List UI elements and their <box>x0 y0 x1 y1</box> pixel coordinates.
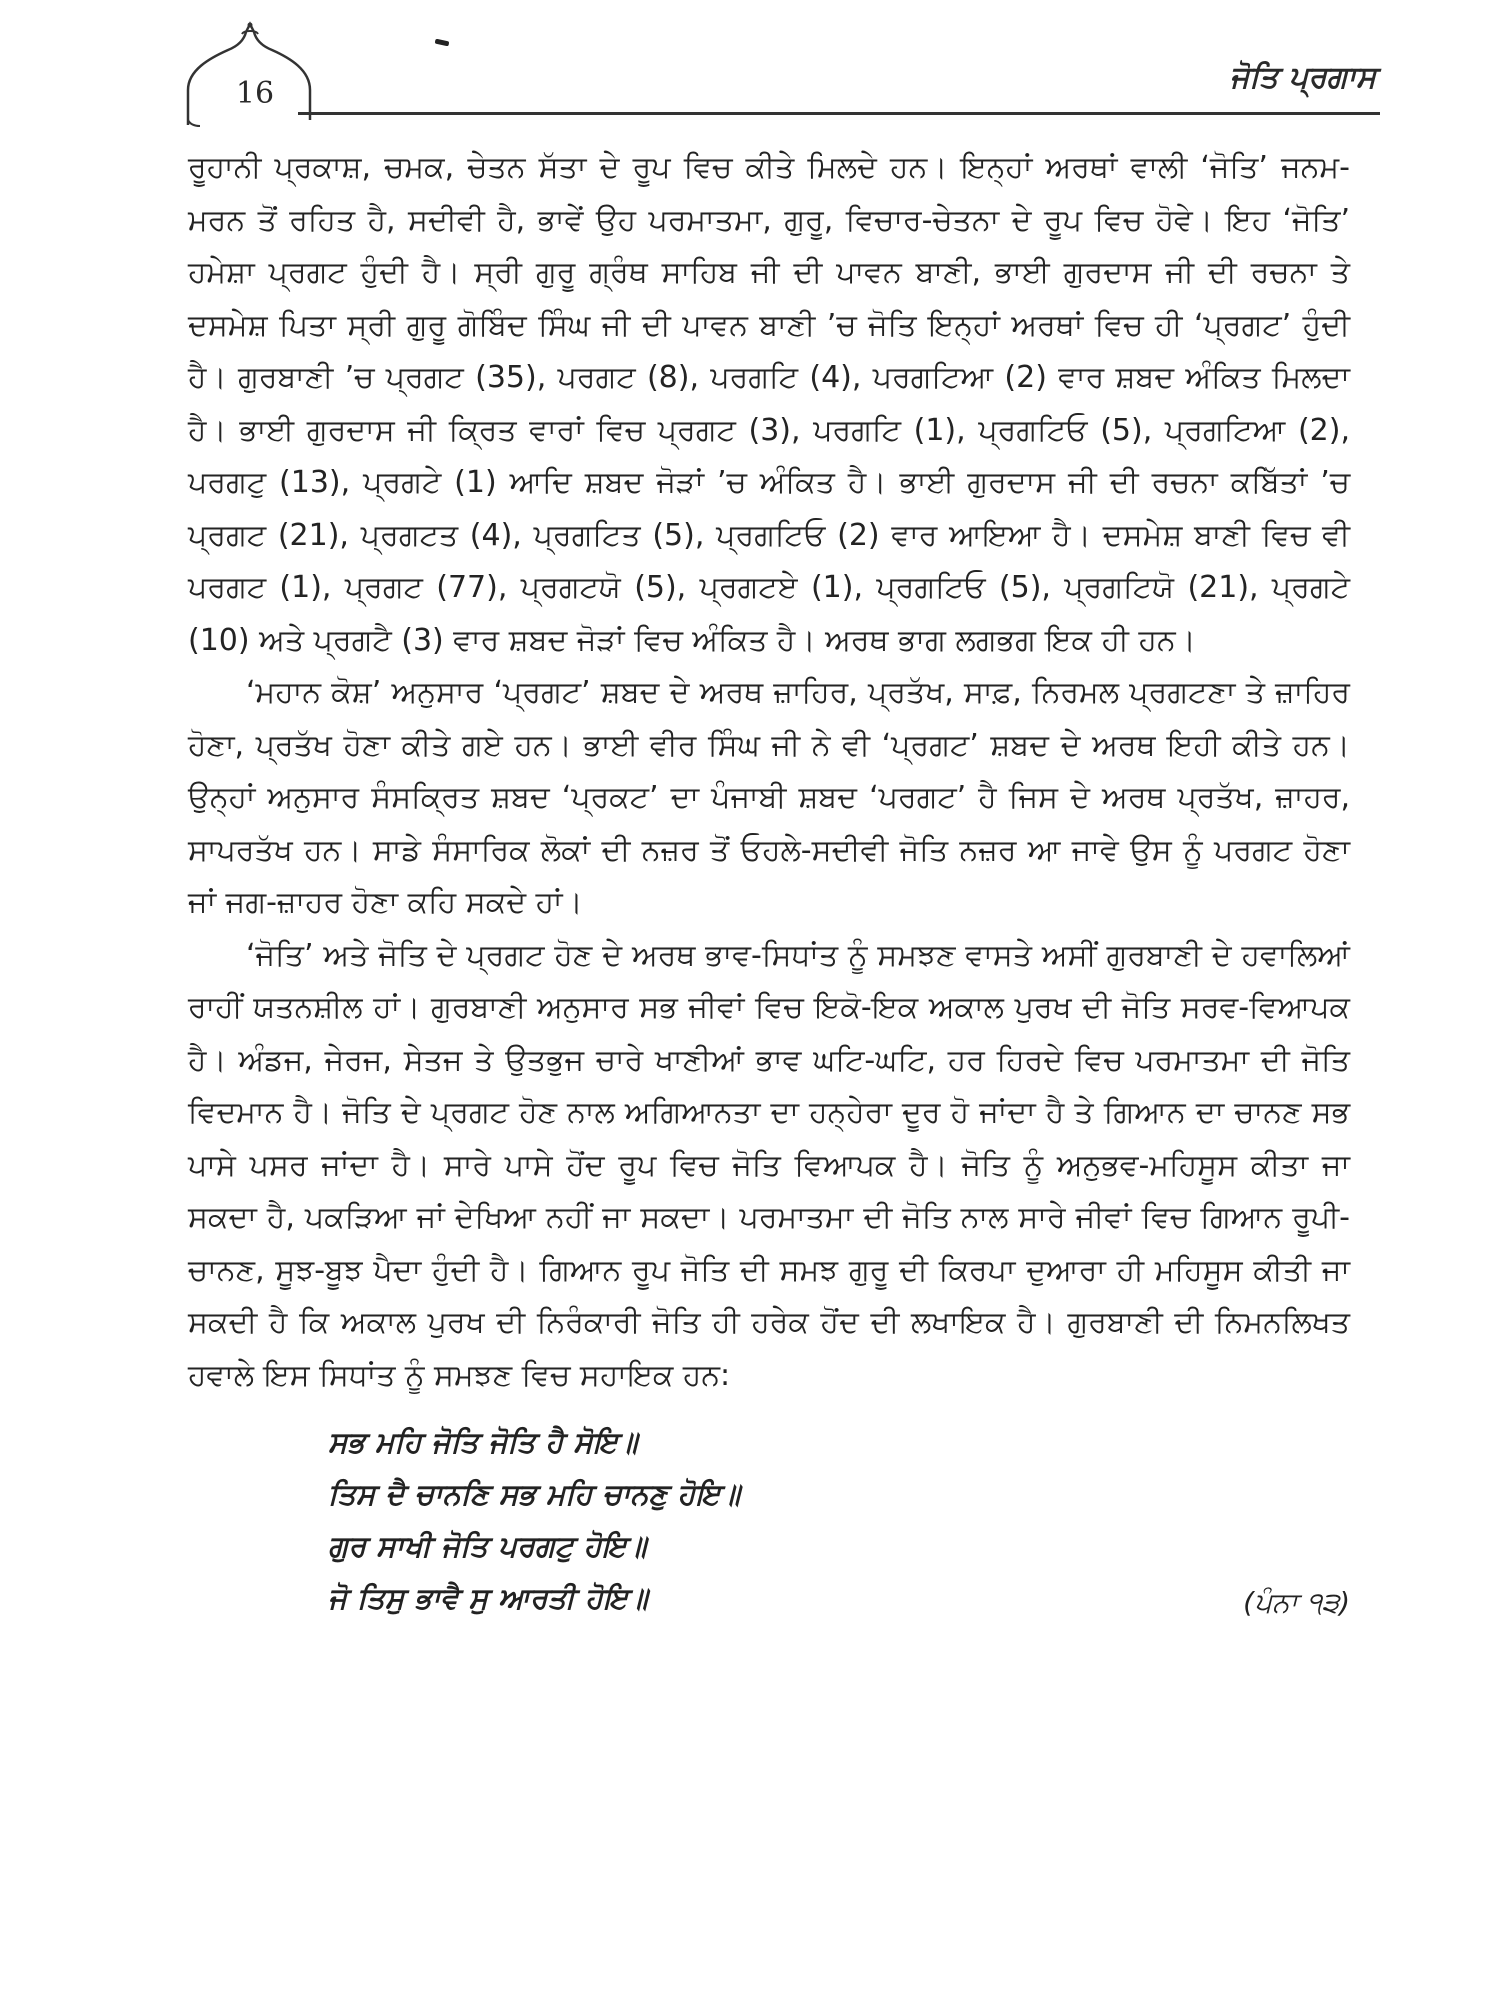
paragraph-3: ‘ਜੋਤਿ’ ਅਤੇ ਜੋਤਿ ਦੇ ਪ੍ਰਗਟ ਹੋਣ ਦੇ ਅਰਥ ਭਾਵ-ਸਿਧਾਂਤ ਨੂੰ ਸਮਝਣ ਵਾਸਤੇ ਅਸੀਂ ਗੁਰਬਾਣੀ ਦੇ ਹਵਾਲਿਆਂ ਰਾਹੀਂ ਯਤਨਸ਼ੀਲ ਹਾਂ। ਗੁਰਬਾਣੀ ਅਨੁਸਾਰ ਸਭ ਜੀਵਾਂ ਵਿਚ ਇਕੋ-ਇਕ ਅਕਾਲ ਪੁਰਖ ਦੀ ਜੋਤਿ ਸਰਵ-ਵਿਆਪਕ ਹੈ। ਅੰਡਜ, ਜੇਰਜ, ਸੇਤਜ ਤੇ ਉਤਭੁਜ ਚਾਰੇ ਖਾਣੀਆਂ ਭਾਵ ਘਟਿ-ਘਟਿ, ਹਰ ਹਿਰਦੇ ਵਿਚ ਪਰਮਾਤਮਾ ਦੀ ਜੋਤਿ ਵਿਦਮਾਨ ਹੈ। ਜੋਤਿ ਦੇ ਪ੍ਰਗਟ ਹੋਣ ਨਾਲ ਅਗਿਆਨਤਾ ਦਾ ਹਨ੍ਹੇਰਾ ਦੂਰ ਹੋ ਜਾਂਦਾ ਹੈ ਤੇ ਗਿਆਨ ਦਾ ਚਾਨਣ ਸਭ ਪਾਸੇ ਪਸਰ ਜਾਂਦਾ ਹੈ। ਸਾਰੇ ਪਾਸੇ ਹੋਂਦ ਰੂਪ ਵਿਚ ਜੋਤਿ ਵਿਆਪਕ ਹੈ। ਜੋਤਿ ਨੂੰ ਅਨੁਭਵ-ਮਹਿਸੂਸ ਕੀਤਾ ਜਾ ਸਕਦਾ ਹੈ, ਪਕੜਿਆ ਜਾਂ ਦੇਖਿਆ ਨਹੀਂ ਜਾ ਸਕਦਾ। ਪਰਮਾਤਮਾ ਦੀ ਜੋਤਿ ਨਾਲ ਸਾਰੇ ਜੀਵਾਂ ਵਿਚ ਗਿਆਨ ਰੂਪੀ-ਚਾਨਣ, ਸੂਝ-ਬੂਝ ਪੈਦਾ ਹੁੰਦੀ ਹੈ। ਗਿਆਨ ਰੂਪ ਜੋਤਿ ਦੀ ਸਮਝ ਗੁਰੂ ਦੀ ਕਿਰਪਾ ਦੁਆਰਾ ਹੀ ਮਹਿਸੂਸ ਕੀਤੀ ਜਾ ਸਕਦੀ ਹੈ ਕਿ ਅਕਾਲ ਪੁਰਖ ਦੀ ਨਿਰੰਕਾਰੀ ਜੋਤਿ ਹੀ ਹਰੇਕ ਹੋਂਦ ਦੀ ਲਖਾਇਕ ਹੈ। ਗੁਰਬਾਣੀ ਦੀ ਨਿਮਨਲਿਖਤ ਹਵਾਲੇ ਇਸ ਸਿਧਾਂਤ ਨੂੰ ਸਮਝਣ ਵਿਚ ਸਹਾਇਕ ਹਨ: <box>188 937 1350 1393</box>
verse-line-3: ਗੁਰ ਸਾਖੀ ਜੋਤਿ ਪਰਗਟੁ ਹੋਇ॥ <box>328 1529 647 1563</box>
body-text <box>188 142 1350 1624</box>
paragraph-2: ‘ਮਹਾਨ ਕੋਸ਼’ ਅਨੁਸਾਰ ‘ਪ੍ਰਗਟ’ ਸ਼ਬਦ ਦੇ ਅਰਥ ਜ਼ਾਹਿਰ, ਪ੍ਰਤੱਖ, ਸਾਫ਼, ਨਿਰਮਲ ਪ੍ਰਗਟਣਾ ਤੇ ਜ਼ਾਹਿਰ ਹੋਣਾ, ਪ੍ਰਤੱਖ ਹੋਣਾ ਕੀਤੇ ਗਏ ਹਨ। ਭਾਈ ਵੀਰ ਸਿੰਘ ਜੀ ਨੇ ਵੀ ‘ਪ੍ਰਗਟ’ ਸ਼ਬਦ ਦੇ ਅਰਥ ਇਹੀ ਕੀਤੇ ਹਨ। ਉਨ੍ਹਾਂ ਅਨੁਸਾਰ ਸੰਸਕ੍ਰਿਤ ਸ਼ਬਦ ‘ਪ੍ਰਕਟ’ ਦਾ ਪੰਜਾਬੀ ਸ਼ਬਦ ‘ਪਰਗਟ’ ਹੈ ਜਿਸ ਦੇ ਅਰਥ ਪ੍ਰਤੱਖ, ਜ਼ਾਹਰ, ਸਾਪਰਤੱਖ ਹਨ। ਸਾਡੇ ਸੰਸਾਰਿਕ ਲੋਕਾਂ ਦੀ ਨਜ਼ਰ ਤੋਂ ਓਹਲੇ-ਸਦੀਵੀ ਜੋਤਿ ਨਜ਼ਰ ਆ ਜਾਵੇ ਉਸ ਨੂੰ ਪਰਗਟ ਹੋਣਾ ਜਾਂ ਜਗ-ਜ਼ਾਹਰ ਹੋਣਾ ਕਹਿ ਸਕਦੇ ਹਾਂ। <box>188 675 1350 920</box>
verse-line-4: ਜੋ ਤਿਸੁ ਭਾਵੈ ਸੁ ਆਰਤੀ ਹੋਇ॥ <box>328 1581 648 1615</box>
page-number: 16 <box>235 76 275 111</box>
page-header <box>180 20 1380 130</box>
running-title: ਜੋਤਿ ਪ੍ਰਗਾਸ <box>1229 60 1376 95</box>
paragraph-1: ਰੂਹਾਨੀ ਪ੍ਰਕਾਸ਼, ਚਮਕ, ਚੇਤਨ ਸੱਤਾ ਦੇ ਰੂਪ ਵਿਚ ਕੀਤੇ ਮਿਲਦੇ ਹਨ। ਇਨ੍ਹਾਂ ਅਰਥਾਂ ਵਾਲੀ ‘ਜੋਤਿ’ ਜਨਮ-ਮਰਨ ਤੋਂ ਰਹਿਤ ਹੈ, ਸਦੀਵੀ ਹੈ, ਭਾਵੇਂ ਉਹ ਪਰਮਾਤਮਾ, ਗੁਰੂ, ਵਿਚਾਰ-ਚੇਤਨਾ ਦੇ ਰੂਪ ਵਿਚ ਹੋਵੇ। ਇਹ ‘ਜੋਤਿ’ ਹਮੇਸ਼ਾ ਪ੍ਰਗਟ ਹੁੰਦੀ ਹੈ। ਸ੍ਰੀ ਗੁਰੂ ਗ੍ਰੰਥ ਸਾਹਿਬ ਜੀ ਦੀ ਪਾਵਨ ਬਾਣੀ, ਭਾਈ ਗੁਰਦਾਸ ਜੀ ਦੀ ਰਚਨਾ ਤੇ ਦਸਮੇਸ਼ ਪਿਤਾ ਸ੍ਰੀ ਗੁਰੂ ਗੋਬਿੰਦ ਸਿੰਘ ਜੀ ਦੀ ਪਾਵਨ ਬਾਣੀ ’ਚ ਜੋਤਿ ਇਨ੍ਹਾਂ ਅਰਥਾਂ ਵਿਚ ਹੀ ‘ਪ੍ਰਗਟ’ ਹੁੰਦੀ ਹੈ। ਗੁਰਬਾਣੀ ’ਚ ਪ੍ਰਗਟ (35), ਪਰਗਟ (8), ਪਰਗਟਿ (4), ਪਰਗਟਿਆ (2) ਵਾਰ ਸ਼ਬਦ ਅੰਕਿਤ ਮਿਲਦਾ ਹੈ। ਭਾਈ ਗੁਰਦਾਸ ਜੀ ਕ੍ਰਿਤ ਵਾਰਾਂ ਵਿਚ ਪ੍ਰਗਟ (3), ਪਰਗਟਿ (1), ਪ੍ਰਗਟਿਓ (5), ਪ੍ਰਗਟਿਆ (2), ਪਰਗਟੁ (13), ਪ੍ਰਗਟੇ (1) ਆਦਿ ਸ਼ਬਦ ਜੋੜਾਂ ’ਚ ਅੰਕਿਤ ਹੈ। ਭਾਈ ਗੁਰਦਾਸ ਜੀ ਦੀ ਰਚਨਾ ਕਬਿੱਤਾਂ ’ਚ ਪ੍ਰਗਟ (21), ਪ੍ਰਗਟਤ (4), ਪ੍ਰਗਟਿਤ (5), ਪ੍ਰਗਟਿਓ (2) ਵਾਰ ਆਇਆ ਹੈ। ਦਸਮੇਸ਼ ਬਾਣੀ ਵਿਚ ਵੀ ਪਰਗਟ (1), ਪ੍ਰਗਟ (77), ਪ੍ਰਗਟਯੋ (5), ਪ੍ਰਗਟਏ (1), ਪ੍ਰਗਟਿਓ (5), ਪ੍ਰਗਟਿਯੋ (21), ਪ੍ਰਗਟੇ (10) ਅਤੇ ਪ੍ਰਗਟੈ (3) ਵਾਰ ਸ਼ਬਦ ਜੋੜਾਂ ਵਿਚ ਅੰਕਿਤ ਹੈ। ਅਰਥ ਭਾਗ ਲਗਭਗ ਇਕ ਹੀ ਹਨ। <box>188 150 1350 658</box>
header-divider <box>298 112 1380 115</box>
verse-line-1: ਸਭ ਮਹਿ ਜੋਤਿ ਜੋਤਿ ਹੈ ਸੋਇ॥ <box>328 1425 638 1459</box>
scripture-quote <box>328 1416 1350 1624</box>
verse-page-reference: (ਪੰਨਾ ੧੩) <box>1243 1586 1350 1619</box>
verse-line-2: ਤਿਸ ਦੈ ਚਾਨਣਿ ਸਭ ਮਹਿ ਚਾਨਣੁ ਹੋਇ॥ <box>328 1477 740 1511</box>
